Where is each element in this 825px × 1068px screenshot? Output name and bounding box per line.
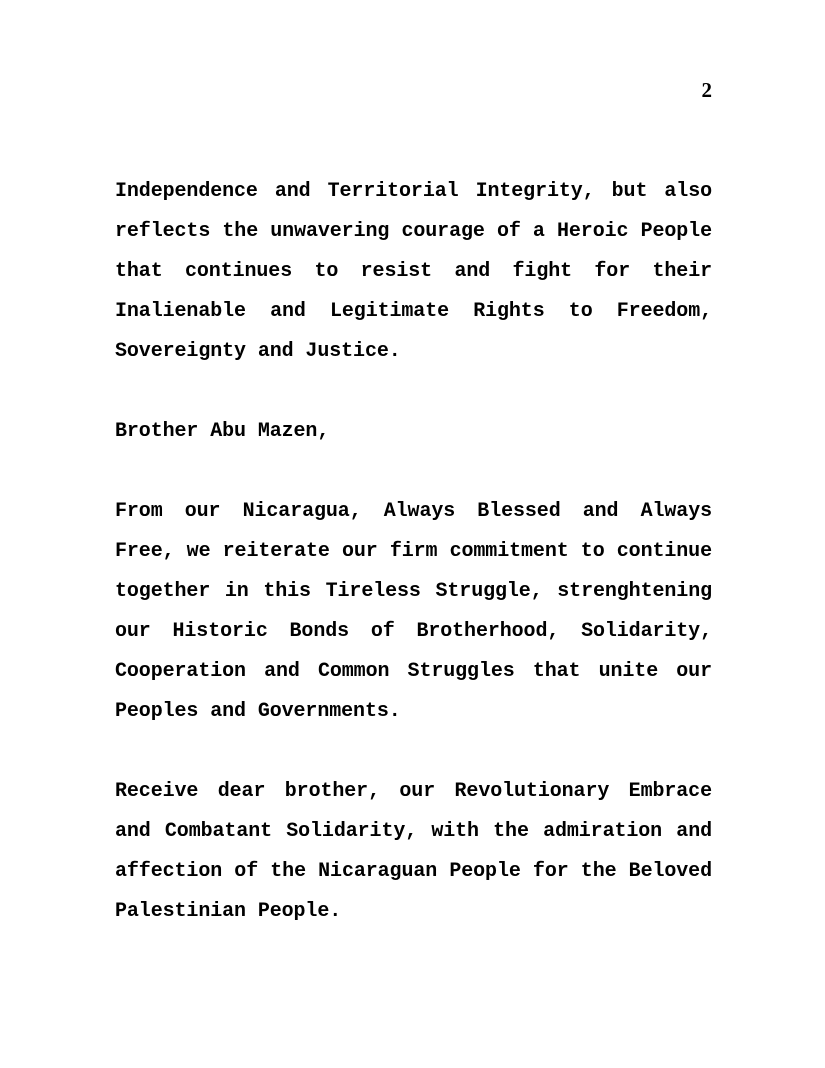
paragraph-closing: Receive dear brother, our Revolutionary Embrace and Combatant Solidarity, with the admiration and affection of the Nicaraguan People for the Beloved Palestinian People. (115, 780, 712, 923)
paragraph-independence: Independence and Territorial Integrity, but also reflects the unwavering courage of a Heroic People that continues to resist and fight for their Inalienable and Legitimate Rights to Freedom, Sovereignty and Justice. (115, 180, 712, 363)
letter-body (115, 172, 712, 932)
paragraph-commitment: From our Nicaragua, Always Blessed and Always Free, we reiterate our firm commitment to continue together in this Tireless Struggle, strenghtening our Historic Bonds of Brotherhood, Solidarity, Cooperation and Common Struggles that unite our Peoples and Governments. (115, 500, 712, 723)
salutation-paragraph: Brother Abu Mazen, (115, 420, 330, 443)
page-number: 2 (701, 78, 712, 102)
